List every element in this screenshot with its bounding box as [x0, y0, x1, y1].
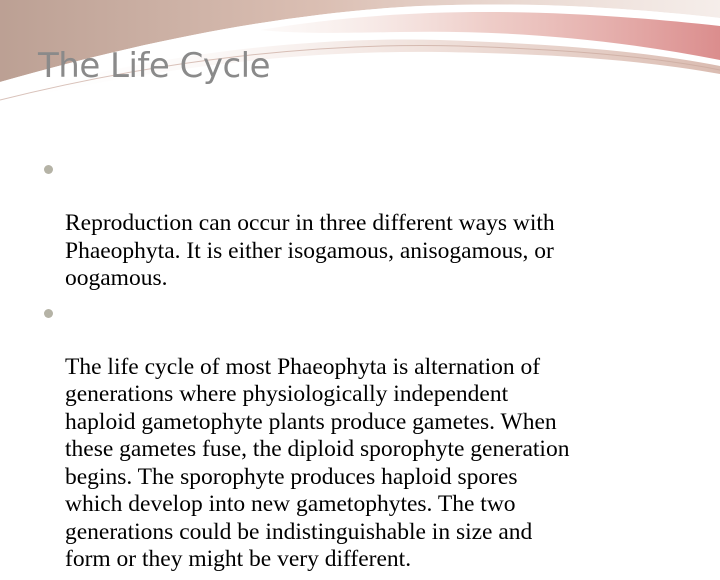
bullet-item	[44, 299, 684, 574]
bullet-list	[44, 155, 684, 580]
bullet-text: Reproduction can occur in three different ways with Phaeophyta. It is either isogamous, anisogamous, or oogamous.	[65, 210, 555, 291]
bullet-dot-icon	[44, 309, 53, 318]
bullet-text: The life cycle of most Phaeophyta is alternation of generations where physiologically independent haploid gametophyte plants produce gametes. When these gametes fuse, the diploid sporophyte generation begins. The sporophyte produces haploid spores which develop into new gametophytes. The two generations could be indistinguishable in size and form or they might be very different.	[65, 353, 570, 572]
bullet-item	[44, 155, 684, 293]
bullet-dot-icon	[44, 165, 53, 174]
slide-title: The Life Cycle	[38, 46, 271, 86]
